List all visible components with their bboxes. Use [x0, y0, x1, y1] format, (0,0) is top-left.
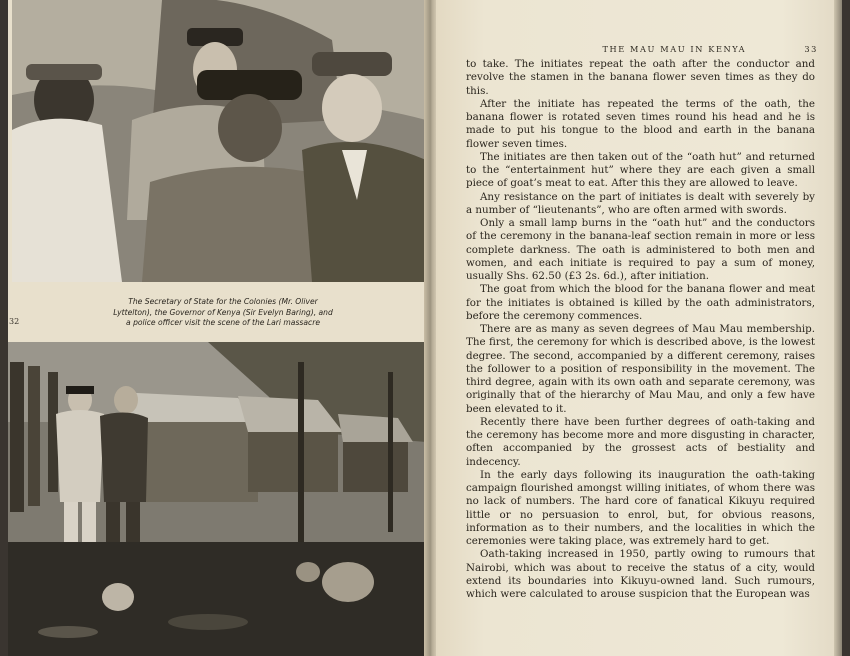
photo-lari-huts-image	[8, 342, 426, 656]
photo-officials	[12, 0, 426, 282]
caption-line: The Secretary of State for the Colonies (Mr. Oliver	[128, 297, 318, 306]
right-page	[436, 0, 842, 656]
paragraph: Any resistance on the part of initiates is dealt with severely by a number of “lieutenants”, who are often armed with swords.	[466, 190, 815, 216]
caption-line: a police officer visit the scene of the Lari massacre	[126, 318, 320, 328]
paragraph: The initiates are then taken out of the “oath hut” and returned to the “entertainment hut” where they are each given a small piece of goat’s meat to eat. After this they are allowed to leave.	[466, 150, 815, 190]
left-page	[8, 0, 426, 656]
running-title: THE MAU MAU IN KENYA	[602, 44, 747, 54]
page-edge	[834, 0, 842, 656]
left-page-number: 32	[9, 317, 20, 326]
photo-caption	[78, 297, 368, 329]
paragraph: After the initiate has repeated the terms of the oath, the banana flower is rotated seven times round his head and he is made to put his tongue to the blood and earth in the banana flower seven times.	[466, 97, 815, 150]
paragraph: Recently there have been further degrees of oath-taking and the ceremony has become more and more disgusting in character, often accompanied by the grossest acts of bestiality and indecency.	[466, 415, 815, 468]
paragraph: Oath-taking increased in 1950, partly owing to rumours that Nairobi, which was about to receive the status of a city, would extend its boundaries into Kikuyu-owned land. Such rumours, which were calculated to arouse suspicion that the European was	[466, 548, 815, 600]
body-text	[466, 58, 815, 601]
right-page-number: 33	[804, 44, 818, 54]
photo-officials-image	[12, 0, 426, 282]
paragraph: There are as many as seven degrees of Mau Mau membership. The first, the ceremony for which is described above, is the lowest degree. The second, accompanied by a different ceremony, raises the follower to a position of responsibility in the movement. The third degree, again with its own oath and separate ceremony, was originally that of the hierarchy of Mau Mau, and only a few have been elevated to it.	[466, 323, 815, 415]
photo-lari-huts	[8, 342, 426, 656]
paragraph: The goat from which the blood for the banana flower and meat for the initiates is obtained is killed by the oath administrators, before the ceremony commences.	[466, 283, 815, 322]
paragraph: Only a small lamp burns in the “oath hut” and the conductors of the ceremony in the banana-leaf section remain in more or less complete darkness. The oath is administered to both men and women, and each initiate is required to pay a sum of money, usually Shs. 62.50 (£3 2s. 6d.), after initiation.	[466, 217, 815, 282]
running-head	[436, 44, 818, 54]
paragraph: In the early days following its inauguration the oath-taking campaign flourished amongst willing initiates, of whom there was no lack of numbers. The hard core of fanatical Kikuyu required little or no persuasion to enrol, but, for obvious reasons, information as to their numbers, and the localities in which the ceremonies were taking place, was extremely hard to get.	[466, 468, 815, 547]
caption-line: Lyttelton), the Governor of Kenya (Sir Evelyn Baring), and	[113, 307, 333, 317]
paragraph: to take. The initiates repeat the oath after the conductor and revolve the stamen in the banana flower seven times as they do this.	[466, 58, 815, 97]
